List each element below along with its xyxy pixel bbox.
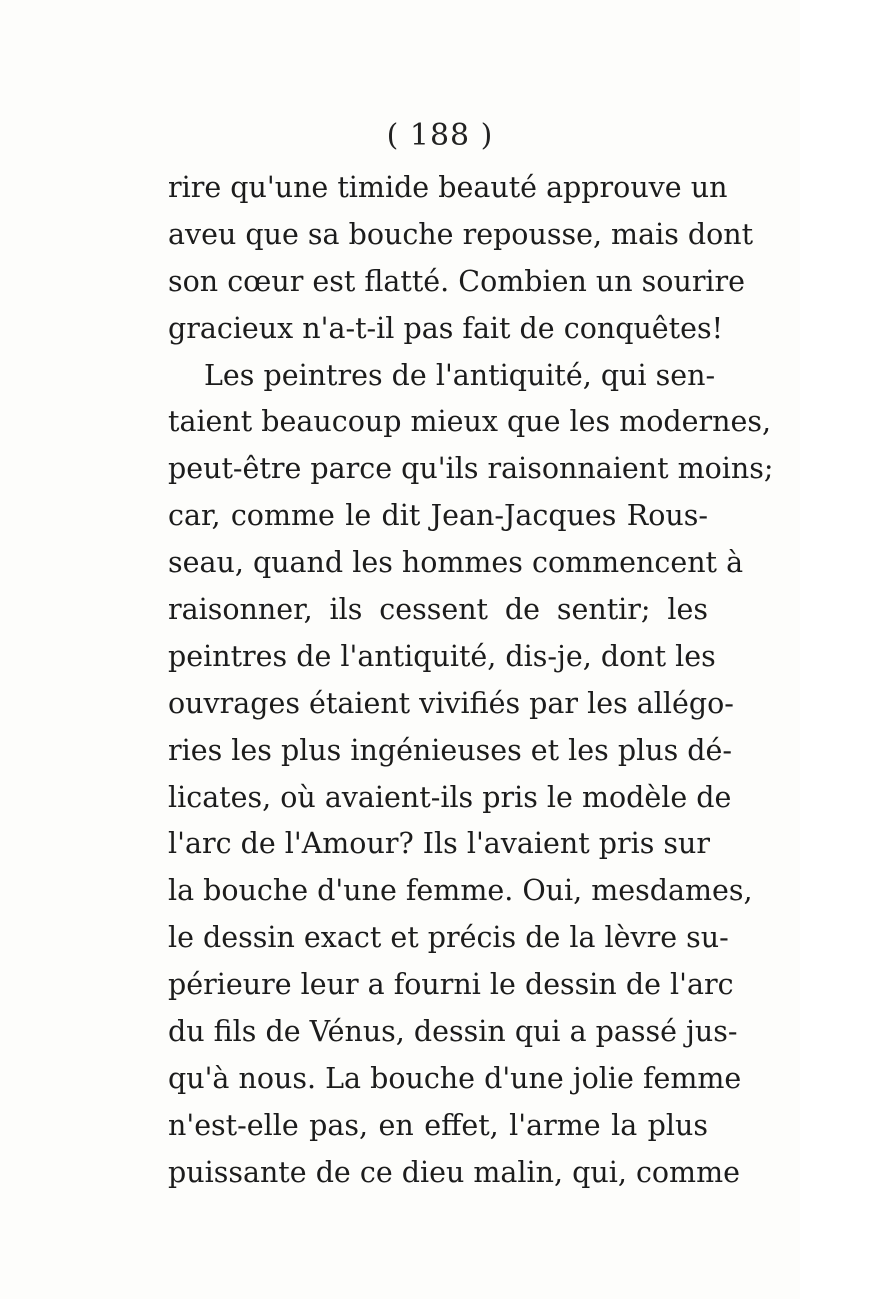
- text-line: n'est-elle pas, en effet, l'arme la plus: [168, 1108, 708, 1142]
- text-line: gracieux n'a-t-il pas fait de conquêtes!: [168, 311, 724, 345]
- page-number: ( 188 ): [386, 118, 494, 153]
- text-line: la bouche d'une femme. Oui, mesdames,: [168, 874, 753, 908]
- text-line: son cœur est flatté. Combien un sourire: [168, 264, 746, 298]
- text-line: licates, où avaient-ils pris le modèle de: [168, 780, 732, 814]
- text-line: ouvrages étaient vivifiés par les allégo-: [168, 686, 734, 720]
- text-line: car, comme le dit Jean-Jacques Rous-: [168, 499, 708, 533]
- text-line: aveu que sa bouche repousse, mais dont: [168, 217, 754, 251]
- text-line: l'arc de l'Amour? Ils l'avaient pris sur: [168, 827, 711, 861]
- text-line: qu'à nous. La bouche d'une jolie femme: [168, 1061, 742, 1095]
- text-line: ries les plus ingénieuses et les plus dé-: [168, 733, 732, 767]
- paragraph-start-line: Les peintres de l'antiquité, qui sen-: [204, 358, 716, 392]
- text-line: rire qu'une timide beauté approuve un: [168, 171, 728, 204]
- body-text: [168, 165, 774, 1197]
- text-line: peut-être parce qu'ils raisonnaient moins;: [168, 452, 774, 486]
- text-line: raisonner, ils cessent de sentir; les: [168, 593, 708, 627]
- text-line: le dessin exact et précis de la lèvre su-: [168, 921, 729, 955]
- text-line: puissante de ce dieu malin, qui, comme: [168, 1155, 740, 1189]
- text-line: du fils de Vénus, dessin qui a passé jus-: [168, 1015, 738, 1049]
- text-line: périeure leur a fourni le dessin de l'arc: [168, 968, 734, 1002]
- text-line: seau, quand les hommes commencent à: [168, 546, 744, 580]
- text-line: taient beaucoup mieux que les modernes,: [168, 405, 772, 439]
- text-line: peintres de l'antiquité, dis-je, dont les: [168, 639, 716, 673]
